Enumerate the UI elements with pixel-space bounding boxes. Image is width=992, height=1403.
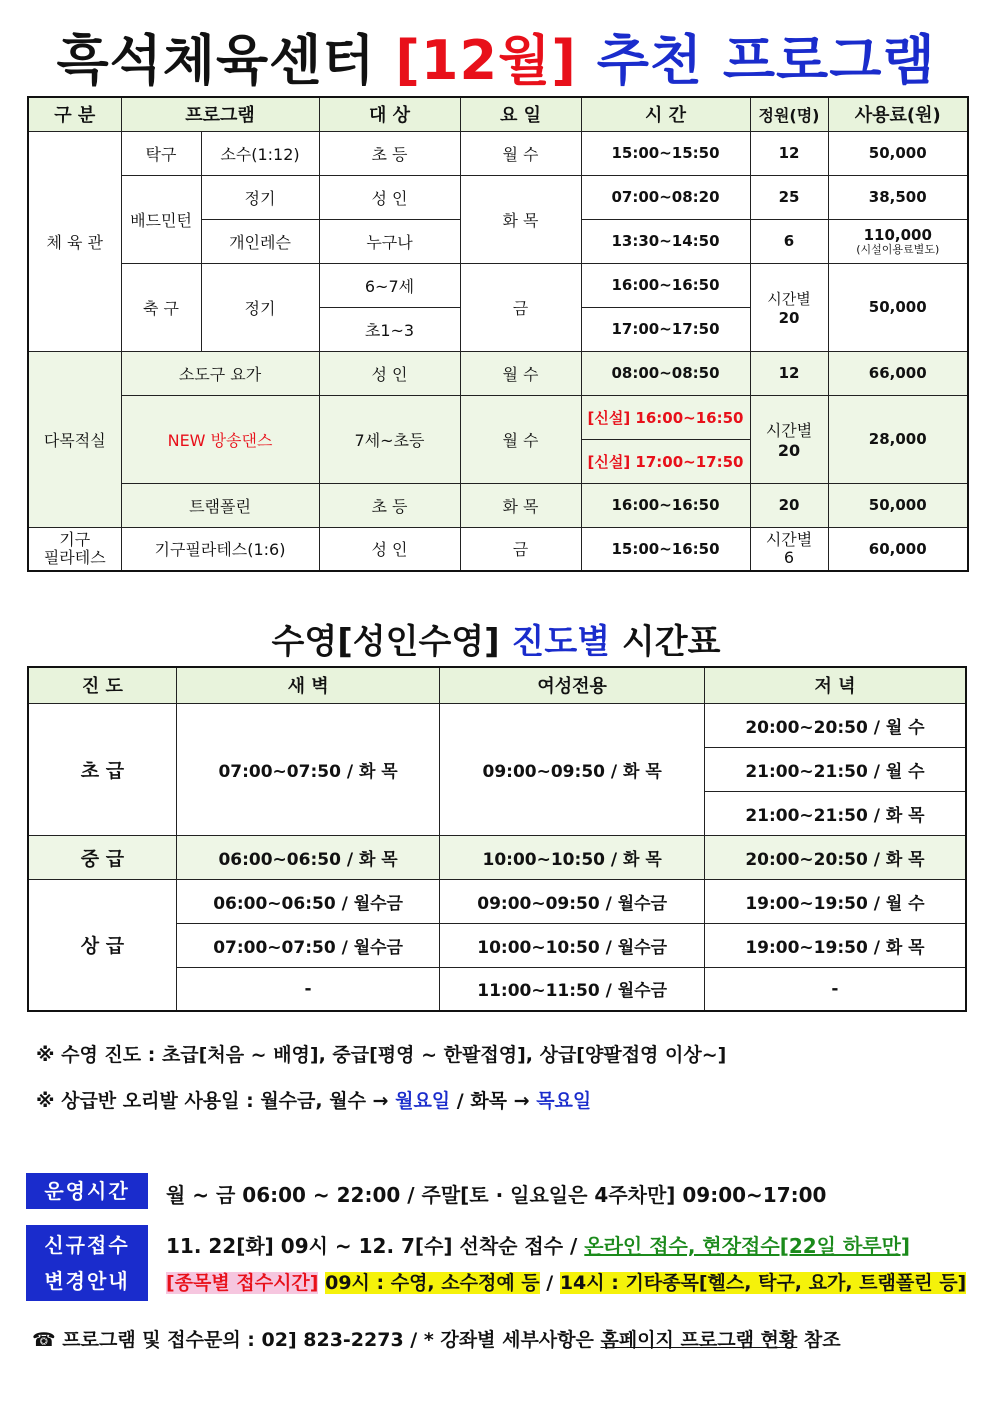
program-name: 배드민턴 xyxy=(121,175,201,263)
women-cell: 11:00~11:50 / 월수금 xyxy=(440,967,705,1011)
time-cell: [신설] 17:00~17:50 xyxy=(581,439,750,483)
level-advanced: 상 급 xyxy=(28,879,176,1011)
swim-title-schedule: 시간표 xyxy=(621,622,721,662)
capacity-label: 시간별 xyxy=(765,529,813,549)
capacity-label: 시간별 xyxy=(765,421,813,440)
time-cell: 16:00~16:50 xyxy=(581,483,750,527)
evening-cell: 19:00~19:50 / 월 수 xyxy=(704,879,966,923)
dawn-cell: - xyxy=(176,967,440,1011)
signup-time-9: 09시 : 수영, 소수정예 등 xyxy=(325,1272,540,1294)
table-row xyxy=(28,703,966,747)
swim-schedule-table xyxy=(27,666,967,1012)
fee-cell: 50,000 xyxy=(828,131,968,175)
program-name-new: NEW 방송댄스 xyxy=(121,395,319,483)
header-capacity: 정원(명) xyxy=(750,97,828,131)
program-type: 정기 xyxy=(201,263,319,351)
category-line1: 기구 xyxy=(59,529,91,549)
header-evening: 저 녁 xyxy=(704,667,966,703)
women-cell: 10:00~10:50 / 화 목 xyxy=(440,835,705,879)
level-beginner: 초 급 xyxy=(28,703,176,835)
dawn-cell: 06:00~06:50 / 화 목 xyxy=(176,835,440,879)
program-name: 기구필라테스(1:6) xyxy=(121,527,319,571)
table-row xyxy=(28,483,968,527)
time-cell: 15:00~16:50 xyxy=(581,527,750,571)
table-row xyxy=(28,395,968,439)
signup-method: 온라인 접수, 현장접수[22일 하루만] xyxy=(584,1234,911,1258)
time-cell: 15:00~15:50 xyxy=(581,131,750,175)
time-cell: 07:00~08:20 xyxy=(581,175,750,219)
table-header-row xyxy=(28,667,966,703)
header-target: 대 상 xyxy=(319,97,460,131)
swim-title-level: 진도별 xyxy=(511,622,611,662)
capacity-value: 20 xyxy=(777,441,801,460)
homepage-link[interactable]: 홈페이지 프로그램 현황 xyxy=(600,1329,798,1351)
evening-cell: 20:00~20:50 / 월 수 xyxy=(704,703,966,747)
title-month: [12월] xyxy=(395,29,577,92)
header-category: 구 분 xyxy=(28,97,121,131)
table-row xyxy=(28,527,968,571)
program-type: 소수(1:12) xyxy=(201,131,319,175)
fee-cell: 28,000 xyxy=(828,395,968,483)
target-cell: 성 인 xyxy=(319,351,460,395)
evening-cell: 21:00~21:50 / 월 수 xyxy=(704,747,966,791)
fee-cell: 50,000 xyxy=(828,263,968,351)
table-row xyxy=(28,351,968,395)
days-cell: 화 목 xyxy=(460,483,581,527)
table-row xyxy=(28,879,966,923)
signup-label-line1: 신규접수 xyxy=(44,1233,130,1257)
dawn-cell: 07:00~07:50 / 월수금 xyxy=(176,923,440,967)
dawn-cell: 06:00~06:50 / 월수금 xyxy=(176,879,440,923)
evening-cell: 19:00~19:50 / 화 목 xyxy=(704,923,966,967)
program-type: 개인레슨 xyxy=(201,219,319,263)
time-cell: 16:00~16:50 xyxy=(581,263,750,307)
days-cell: 금 xyxy=(460,263,581,351)
time-cell: 08:00~08:50 xyxy=(581,351,750,395)
fee-cell xyxy=(828,219,968,263)
target-cell: 누구나 xyxy=(319,219,460,263)
capacity-cell xyxy=(750,395,828,483)
signup-label xyxy=(26,1225,148,1301)
capacity-cell: 12 xyxy=(750,131,828,175)
signup-period-text: 11. 22[화] 09시 ~ 12. 7[수] 선착순 접수 / xyxy=(166,1234,585,1258)
header-days: 요 일 xyxy=(460,97,581,131)
time-cell: 13:30~14:50 xyxy=(581,219,750,263)
capacity-value: 20 xyxy=(778,308,800,327)
table-row xyxy=(28,131,968,175)
target-cell: 성 인 xyxy=(319,175,460,219)
women-cell: 10:00~10:50 / 월수금 xyxy=(440,923,705,967)
time-cell: [신설] 16:00~16:50 xyxy=(581,395,750,439)
capacity-label: 시간별 xyxy=(767,289,811,308)
note-fins-text: ※ 상급반 오리발 사용일 : 월수금, 월수 → xyxy=(36,1090,396,1112)
category-gym: 체 육 관 xyxy=(28,131,121,351)
evening-cell: 20:00~20:50 / 화 목 xyxy=(704,835,966,879)
header-women: 여성전용 xyxy=(440,667,705,703)
fee-note: (시설이용료별도) xyxy=(856,243,940,256)
evening-cell: - xyxy=(704,967,966,1011)
women-cell: 09:00~09:50 / 화 목 xyxy=(440,703,705,835)
signup-label-line2: 변경안내 xyxy=(44,1269,130,1293)
contact-text: ☎ 프로그램 및 접수문의 : 02] 823-2273 / * 강좌별 세부사항은 xyxy=(32,1329,601,1351)
title-center-name: 흑석체육센터 xyxy=(56,29,376,92)
capacity-cell: 6 xyxy=(750,219,828,263)
capacity-cell xyxy=(750,527,828,571)
note-fins-sep: / 화목 → xyxy=(450,1090,537,1112)
target-cell: 6~7세 xyxy=(319,263,460,307)
target-cell: 초 등 xyxy=(319,131,460,175)
title-recommend: 추천 프로그램 xyxy=(596,29,936,92)
header-program: 프로그램 xyxy=(121,97,319,131)
program-table xyxy=(27,96,969,572)
contact-suffix: 참조 xyxy=(797,1329,841,1351)
swim-title-main: 수영[성인수영] xyxy=(271,622,500,662)
fee-cell: 60,000 xyxy=(828,527,968,571)
note-fins-monday: 월요일 xyxy=(395,1090,451,1112)
header-dawn: 새 벽 xyxy=(176,667,440,703)
signup-times xyxy=(166,1268,966,1295)
signup-times-label: [종목별 접수시간] xyxy=(166,1272,319,1294)
header-time: 시 간 xyxy=(581,97,750,131)
capacity-value: 6 xyxy=(783,547,795,567)
fee-cell: 66,000 xyxy=(828,351,968,395)
program-type: 정기 xyxy=(201,175,319,219)
level-intermediate: 중 급 xyxy=(28,835,176,879)
program-name: 축 구 xyxy=(121,263,201,351)
capacity-cell: 20 xyxy=(750,483,828,527)
signup-times-sep: / xyxy=(539,1272,560,1294)
page-title xyxy=(0,18,992,95)
target-cell: 초 등 xyxy=(319,483,460,527)
fee-cell: 38,500 xyxy=(828,175,968,219)
signup-period xyxy=(166,1230,910,1259)
signup-time-14: 14시 : 기타종목[헬스, 탁구, 요가, 트램폴린 등] xyxy=(559,1272,967,1294)
program-name: 소도구 요가 xyxy=(121,351,319,395)
category-line2: 필라테스 xyxy=(43,547,106,567)
days-cell: 월 수 xyxy=(460,351,581,395)
program-name: 탁구 xyxy=(121,131,201,175)
hours-label: 운영시간 xyxy=(26,1173,148,1209)
category-multipurpose: 다목적실 xyxy=(28,351,121,527)
days-cell: 월 수 xyxy=(460,131,581,175)
note-fins xyxy=(36,1086,591,1113)
target-cell: 7세~초등 xyxy=(319,395,460,483)
fee-cell: 50,000 xyxy=(828,483,968,527)
table-row xyxy=(28,175,968,219)
hours-text: 월 ~ 금 06:00 ~ 22:00 / 주말[토 · 일요일은 4주차만] 09:00~17:00 xyxy=(166,1183,827,1207)
dawn-cell: 07:00~07:50 / 화 목 xyxy=(176,703,440,835)
capacity-cell xyxy=(750,263,828,351)
category-pilates xyxy=(28,527,121,571)
evening-cell: 21:00~21:50 / 화 목 xyxy=(704,791,966,835)
header-fee: 사용료(원) xyxy=(828,97,968,131)
table-row xyxy=(28,263,968,307)
table-header-row xyxy=(28,97,968,131)
target-cell: 초1~3 xyxy=(319,307,460,351)
fee-value: 110,000 xyxy=(863,226,932,244)
women-cell: 09:00~09:50 / 월수금 xyxy=(440,879,705,923)
time-cell: 17:00~17:50 xyxy=(581,307,750,351)
table-row xyxy=(28,835,966,879)
note-fins-thursday: 목요일 xyxy=(536,1090,592,1112)
capacity-cell: 25 xyxy=(750,175,828,219)
contact-line xyxy=(32,1325,841,1352)
swim-title xyxy=(0,614,992,663)
target-cell: 성 인 xyxy=(319,527,460,571)
days-cell: 금 xyxy=(460,527,581,571)
note-swim-level: ※ 수영 진도 : 초급[처음 ~ 배영], 중급[평영 ~ 한팔접영], 상급[양팔접영 이상~] xyxy=(36,1044,727,1066)
days-cell: 화 목 xyxy=(460,175,581,263)
days-cell: 월 수 xyxy=(460,395,581,483)
program-name: 트램폴린 xyxy=(121,483,319,527)
header-level: 진 도 xyxy=(28,667,176,703)
capacity-cell: 12 xyxy=(750,351,828,395)
